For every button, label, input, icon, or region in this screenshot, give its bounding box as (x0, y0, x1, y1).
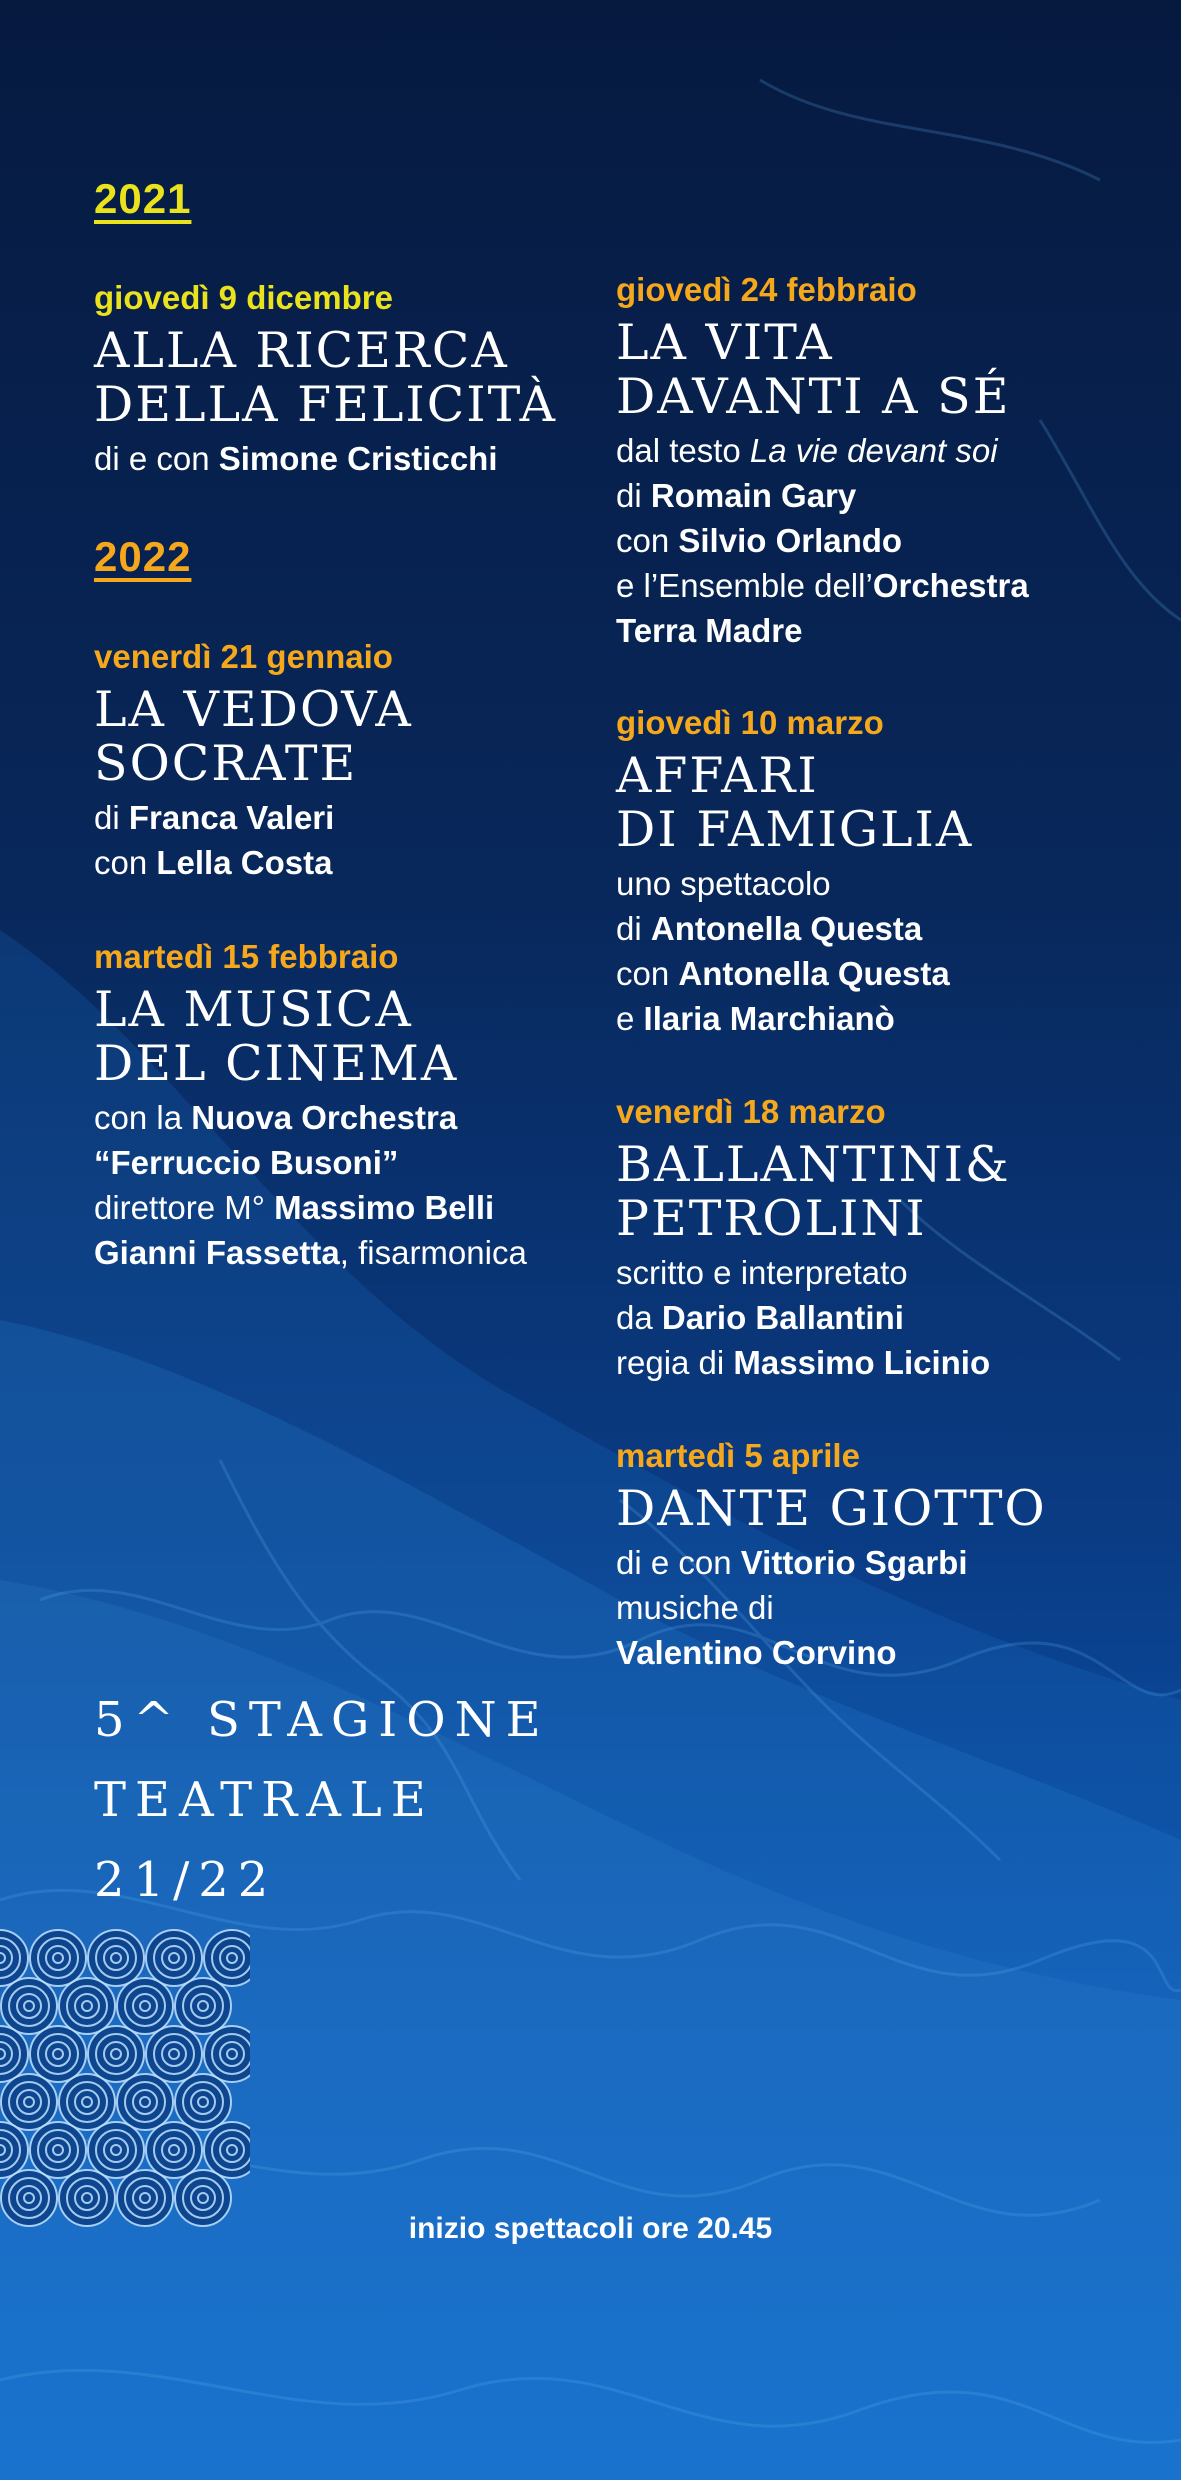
start-time-note: inizio spettacoli ore 20.45 (408, 2212, 773, 2245)
credit-text: con la (94, 1099, 192, 1136)
credit-text: direttore M° (94, 1189, 275, 1226)
event-date: giovedì 9 dicembre (94, 279, 393, 316)
credit-line (616, 1295, 1011, 1340)
credit-name: Valentino Corvino (616, 1634, 897, 1671)
credit-text: La vie devant soi (749, 432, 998, 469)
credit-text: di (616, 910, 651, 947)
event-card (94, 937, 527, 1275)
event-title: DANTE GIOTTO (616, 1480, 1047, 1537)
credit-line (616, 906, 973, 951)
credit-text: uno spettacolo (616, 865, 831, 902)
credit-name: Lella Costa (156, 844, 333, 881)
event-card (616, 270, 1029, 653)
credit-name: Nuova Orchestra (191, 1099, 458, 1136)
event-title: AFFARI DI FAMIGLIA (616, 747, 974, 858)
event-title: LA VITA DAVANTI A SÉ (616, 314, 1011, 425)
credit-text: con (616, 955, 679, 992)
credit-name: Antonella Questa (650, 910, 923, 947)
credit-line (94, 795, 413, 840)
credit-name: Massimo Belli (274, 1189, 495, 1226)
credit-line (94, 840, 413, 885)
event-date: martedì 5 aprile (616, 1437, 860, 1474)
credit-line (616, 1585, 1047, 1630)
credit-line (616, 951, 973, 996)
credit-line (616, 1630, 1047, 1675)
event-date: giovedì 24 febbraio (616, 271, 917, 308)
credit-line (616, 608, 1029, 653)
credit-line (616, 518, 1029, 563)
credit-text: scritto e interpretato (616, 1254, 908, 1291)
credit-line (616, 428, 1029, 473)
event-card (616, 703, 973, 1041)
event-credits (94, 436, 557, 481)
credit-line (616, 563, 1029, 608)
event-credits (616, 861, 973, 1041)
credit-name: Vittorio Sgarbi (740, 1544, 968, 1581)
year-2022: 2022 (94, 533, 192, 580)
credit-text: musiche di (616, 1589, 774, 1626)
credit-text: di e con (616, 1544, 741, 1581)
event-date: venerdì 21 gennaio (94, 638, 393, 675)
season-title: 5^ STAGIONE TEATRALE 21/22 (94, 1692, 550, 1908)
credit-name: Terra Madre (616, 612, 803, 649)
credit-line (616, 473, 1029, 518)
event-credits (616, 1250, 1011, 1385)
event-credits (616, 1540, 1047, 1675)
event-date: martedì 15 febbraio (94, 938, 399, 975)
credit-line (94, 1140, 527, 1185)
wave-circles-pattern-icon (0, 1918, 250, 2238)
credit-text: e (616, 1000, 644, 1037)
event-card (616, 1436, 1047, 1675)
credit-name: Orchestra (872, 567, 1029, 604)
credit-text: e l’Ensemble dell’ (616, 567, 873, 604)
credit-line (616, 996, 973, 1041)
credit-text: con (616, 522, 679, 559)
credit-line (616, 861, 973, 906)
event-title: LA MUSICA DEL CINEMA (94, 981, 459, 1092)
credit-name: Silvio Orlando (678, 522, 903, 559)
event-credits (616, 428, 1029, 653)
credit-line (616, 1540, 1047, 1585)
credit-name: Romain Gary (650, 477, 857, 514)
credit-name: Massimo Licinio (733, 1344, 991, 1381)
event-credits (94, 795, 413, 885)
event-title: LA VEDOVA SOCRATE (94, 681, 413, 792)
credit-text: dal testo (616, 432, 750, 469)
credit-name: Antonella Questa (678, 955, 950, 992)
event-date: venerdì 18 marzo (616, 1093, 886, 1130)
credit-name: Gianni Fassetta (94, 1234, 340, 1271)
credit-text: di (94, 799, 129, 836)
credit-name: Franca Valeri (128, 799, 335, 836)
credit-line (616, 1250, 1011, 1295)
credit-name: Ilaria Marchianò (643, 1000, 895, 1037)
credit-text: , fisarmonica (339, 1234, 527, 1271)
credit-text: da (616, 1299, 662, 1336)
credit-text: regia di (616, 1344, 734, 1381)
event-title: BALLANTINI& PETROLINI (616, 1136, 1011, 1247)
year-2021: 2021 (94, 175, 192, 222)
event-title: ALLA RICERCA DELLA FELICITÀ (94, 322, 557, 433)
credit-name: Simone Cristicchi (218, 440, 498, 477)
credit-name: Dario Ballantini (661, 1299, 904, 1336)
credit-line (616, 1340, 1011, 1385)
event-credits (94, 1095, 527, 1275)
event-card (94, 278, 557, 481)
credit-text: con (94, 844, 157, 881)
event-date: giovedì 10 marzo (616, 704, 884, 741)
credit-text: di e con (94, 440, 219, 477)
credit-line (94, 1185, 527, 1230)
credit-text: di (616, 477, 651, 514)
credit-line (94, 1230, 527, 1275)
credit-line (94, 436, 557, 481)
event-card (94, 637, 413, 885)
credit-name: “Ferruccio Busoni” (94, 1144, 399, 1181)
credit-line (94, 1095, 527, 1140)
event-card (616, 1092, 1011, 1385)
